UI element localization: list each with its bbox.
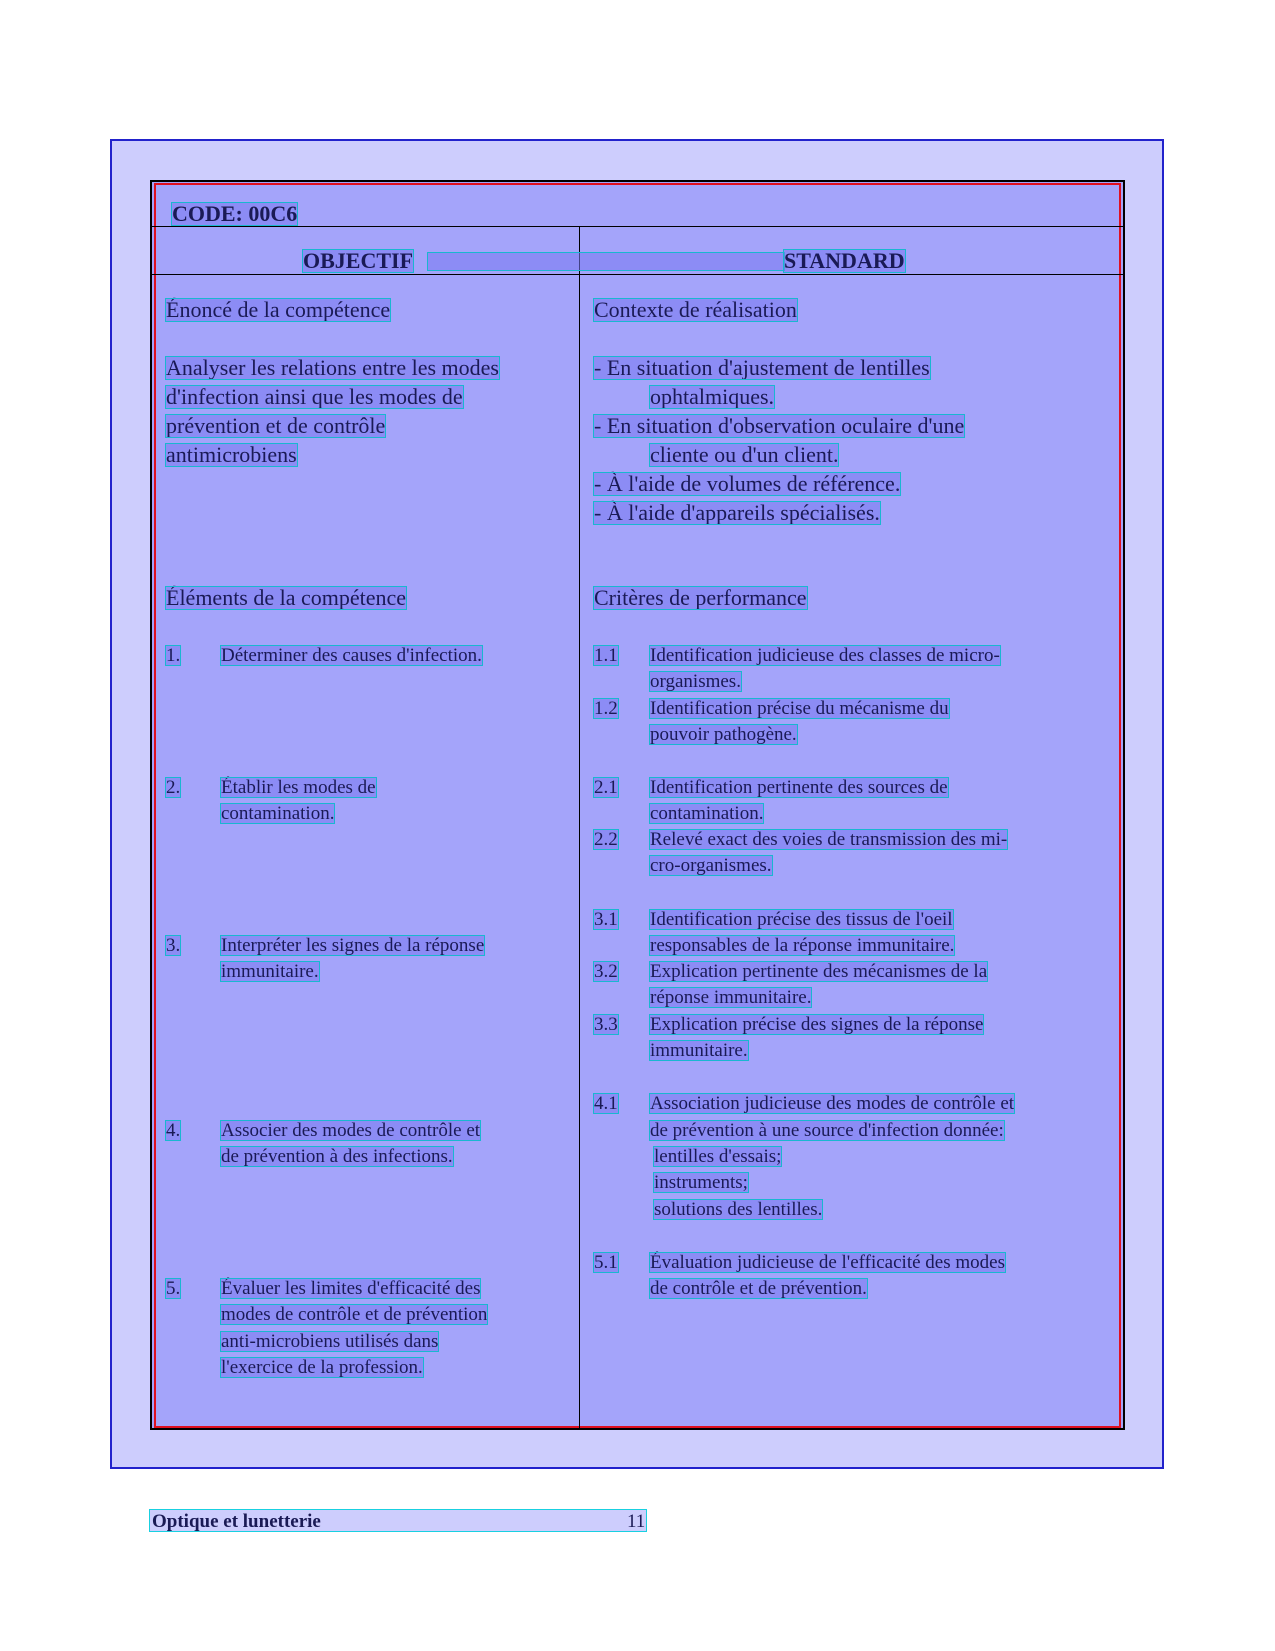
critere-number: 1.2 <box>594 698 618 719</box>
critere-line: de contrôle et de prévention. <box>650 1278 867 1299</box>
element-line: Associer des modes de contrôle et <box>221 1120 481 1141</box>
element-line: de prévention à des infections. <box>221 1146 453 1167</box>
element-number: 3. <box>166 935 181 956</box>
critere-line: Explication pertinente des mécanismes de la <box>650 961 988 982</box>
divider-header <box>152 274 1123 275</box>
contexte-item: - À l'aide de volumes de référence. <box>594 471 901 496</box>
critere-line: Identification précise du mécanisme du <box>650 698 949 719</box>
elements-title: Éléments de la compétence <box>166 585 407 610</box>
critere-number: 3.3 <box>594 1014 618 1035</box>
enonce-line: prévention et de contrôle <box>166 413 386 438</box>
critere-line: solutions des lentilles. <box>654 1199 823 1220</box>
critere-line: réponse immunitaire. <box>650 987 812 1008</box>
enonce-title: Énoncé de la compétence <box>166 297 391 322</box>
page-number: 11 <box>627 1511 646 1532</box>
enonce-line: antimicrobiens <box>166 442 297 467</box>
column-divider <box>579 226 580 1429</box>
critere-line: immunitaire. <box>650 1040 748 1061</box>
critere-line: Identification précise des tissus de l'oeil <box>650 909 953 930</box>
contexte-title: Contexte de réalisation <box>594 297 797 322</box>
critere-line: de prévention à une source d'infection donnée: <box>650 1120 1004 1141</box>
element-number: 2. <box>166 777 181 798</box>
element-line: Évaluer les limites d'efficacité des <box>221 1278 481 1299</box>
critere-line: responsables de la réponse immunitaire. <box>650 935 955 956</box>
element-number: 5. <box>166 1278 181 1299</box>
contexte-item-cont: cliente ou d'un client. <box>650 442 839 467</box>
header-bar <box>428 253 784 270</box>
critere-number: 4.1 <box>594 1093 618 1114</box>
critere-line: lentilles d'essais; <box>654 1146 782 1167</box>
contexte-item: - En situation d'ajustement de lentilles <box>594 355 930 380</box>
contexte-item: - À l'aide d'appareils spécialisés. <box>594 500 880 525</box>
critere-number: 3.1 <box>594 909 618 930</box>
critere-line: Identification pertinente des sources de <box>650 777 948 798</box>
element-number: 1. <box>166 645 181 666</box>
footer-title: Optique et lunetterie <box>152 1511 321 1532</box>
element-line: l'exercice de la profession. <box>221 1357 423 1378</box>
critere-number: 2.2 <box>594 829 618 850</box>
element-line: contamination. <box>221 803 335 824</box>
critere-number: 5.1 <box>594 1252 618 1273</box>
enonce-line: d'infection ainsi que les modes de <box>166 384 463 409</box>
divider-code <box>152 226 1123 227</box>
header-objectif: OBJECTIF <box>303 248 414 273</box>
critere-line: Identification judicieuse des classes de micro- <box>650 645 1000 666</box>
enonce-line: Analyser les relations entre les modes <box>166 355 499 380</box>
critere-line: Évaluation judicieuse de l'efficacité des modes <box>650 1252 1005 1273</box>
element-number: 4. <box>166 1120 181 1141</box>
critere-line: Explication précise des signes de la réponse <box>650 1014 984 1035</box>
element-line: Interpréter les signes de la réponse <box>221 935 485 956</box>
critere-line: cro-organismes. <box>650 855 772 876</box>
header-standard: STANDARD <box>784 248 905 273</box>
contexte-item: - En situation d'observation oculaire d'une <box>594 413 965 438</box>
element-line: modes de contrôle et de prévention <box>221 1304 488 1325</box>
element-line: immunitaire. <box>221 961 319 982</box>
critere-line: instruments; <box>654 1172 748 1193</box>
critere-line: Association judicieuse des modes de contrôle et <box>650 1093 1015 1114</box>
element-line: anti-microbiens utilisés dans <box>221 1331 439 1352</box>
contexte-item-cont: ophtalmiques. <box>650 384 775 409</box>
criteres-title: Critères de performance <box>594 585 807 610</box>
code-label: CODE: 00C6 <box>172 201 298 226</box>
critere-line: contamination. <box>650 803 764 824</box>
critere-number: 3.2 <box>594 961 618 982</box>
element-line: Déterminer des causes d'infection. <box>221 645 482 666</box>
critere-number: 2.1 <box>594 777 618 798</box>
critere-line: Relevé exact des voies de transmission des mi- <box>650 829 1008 850</box>
element-line: Établir les modes de <box>221 777 376 798</box>
critere-number: 1.1 <box>594 645 618 666</box>
critere-line: pouvoir pathogène. <box>650 724 797 745</box>
critere-line: organismes. <box>650 671 741 692</box>
